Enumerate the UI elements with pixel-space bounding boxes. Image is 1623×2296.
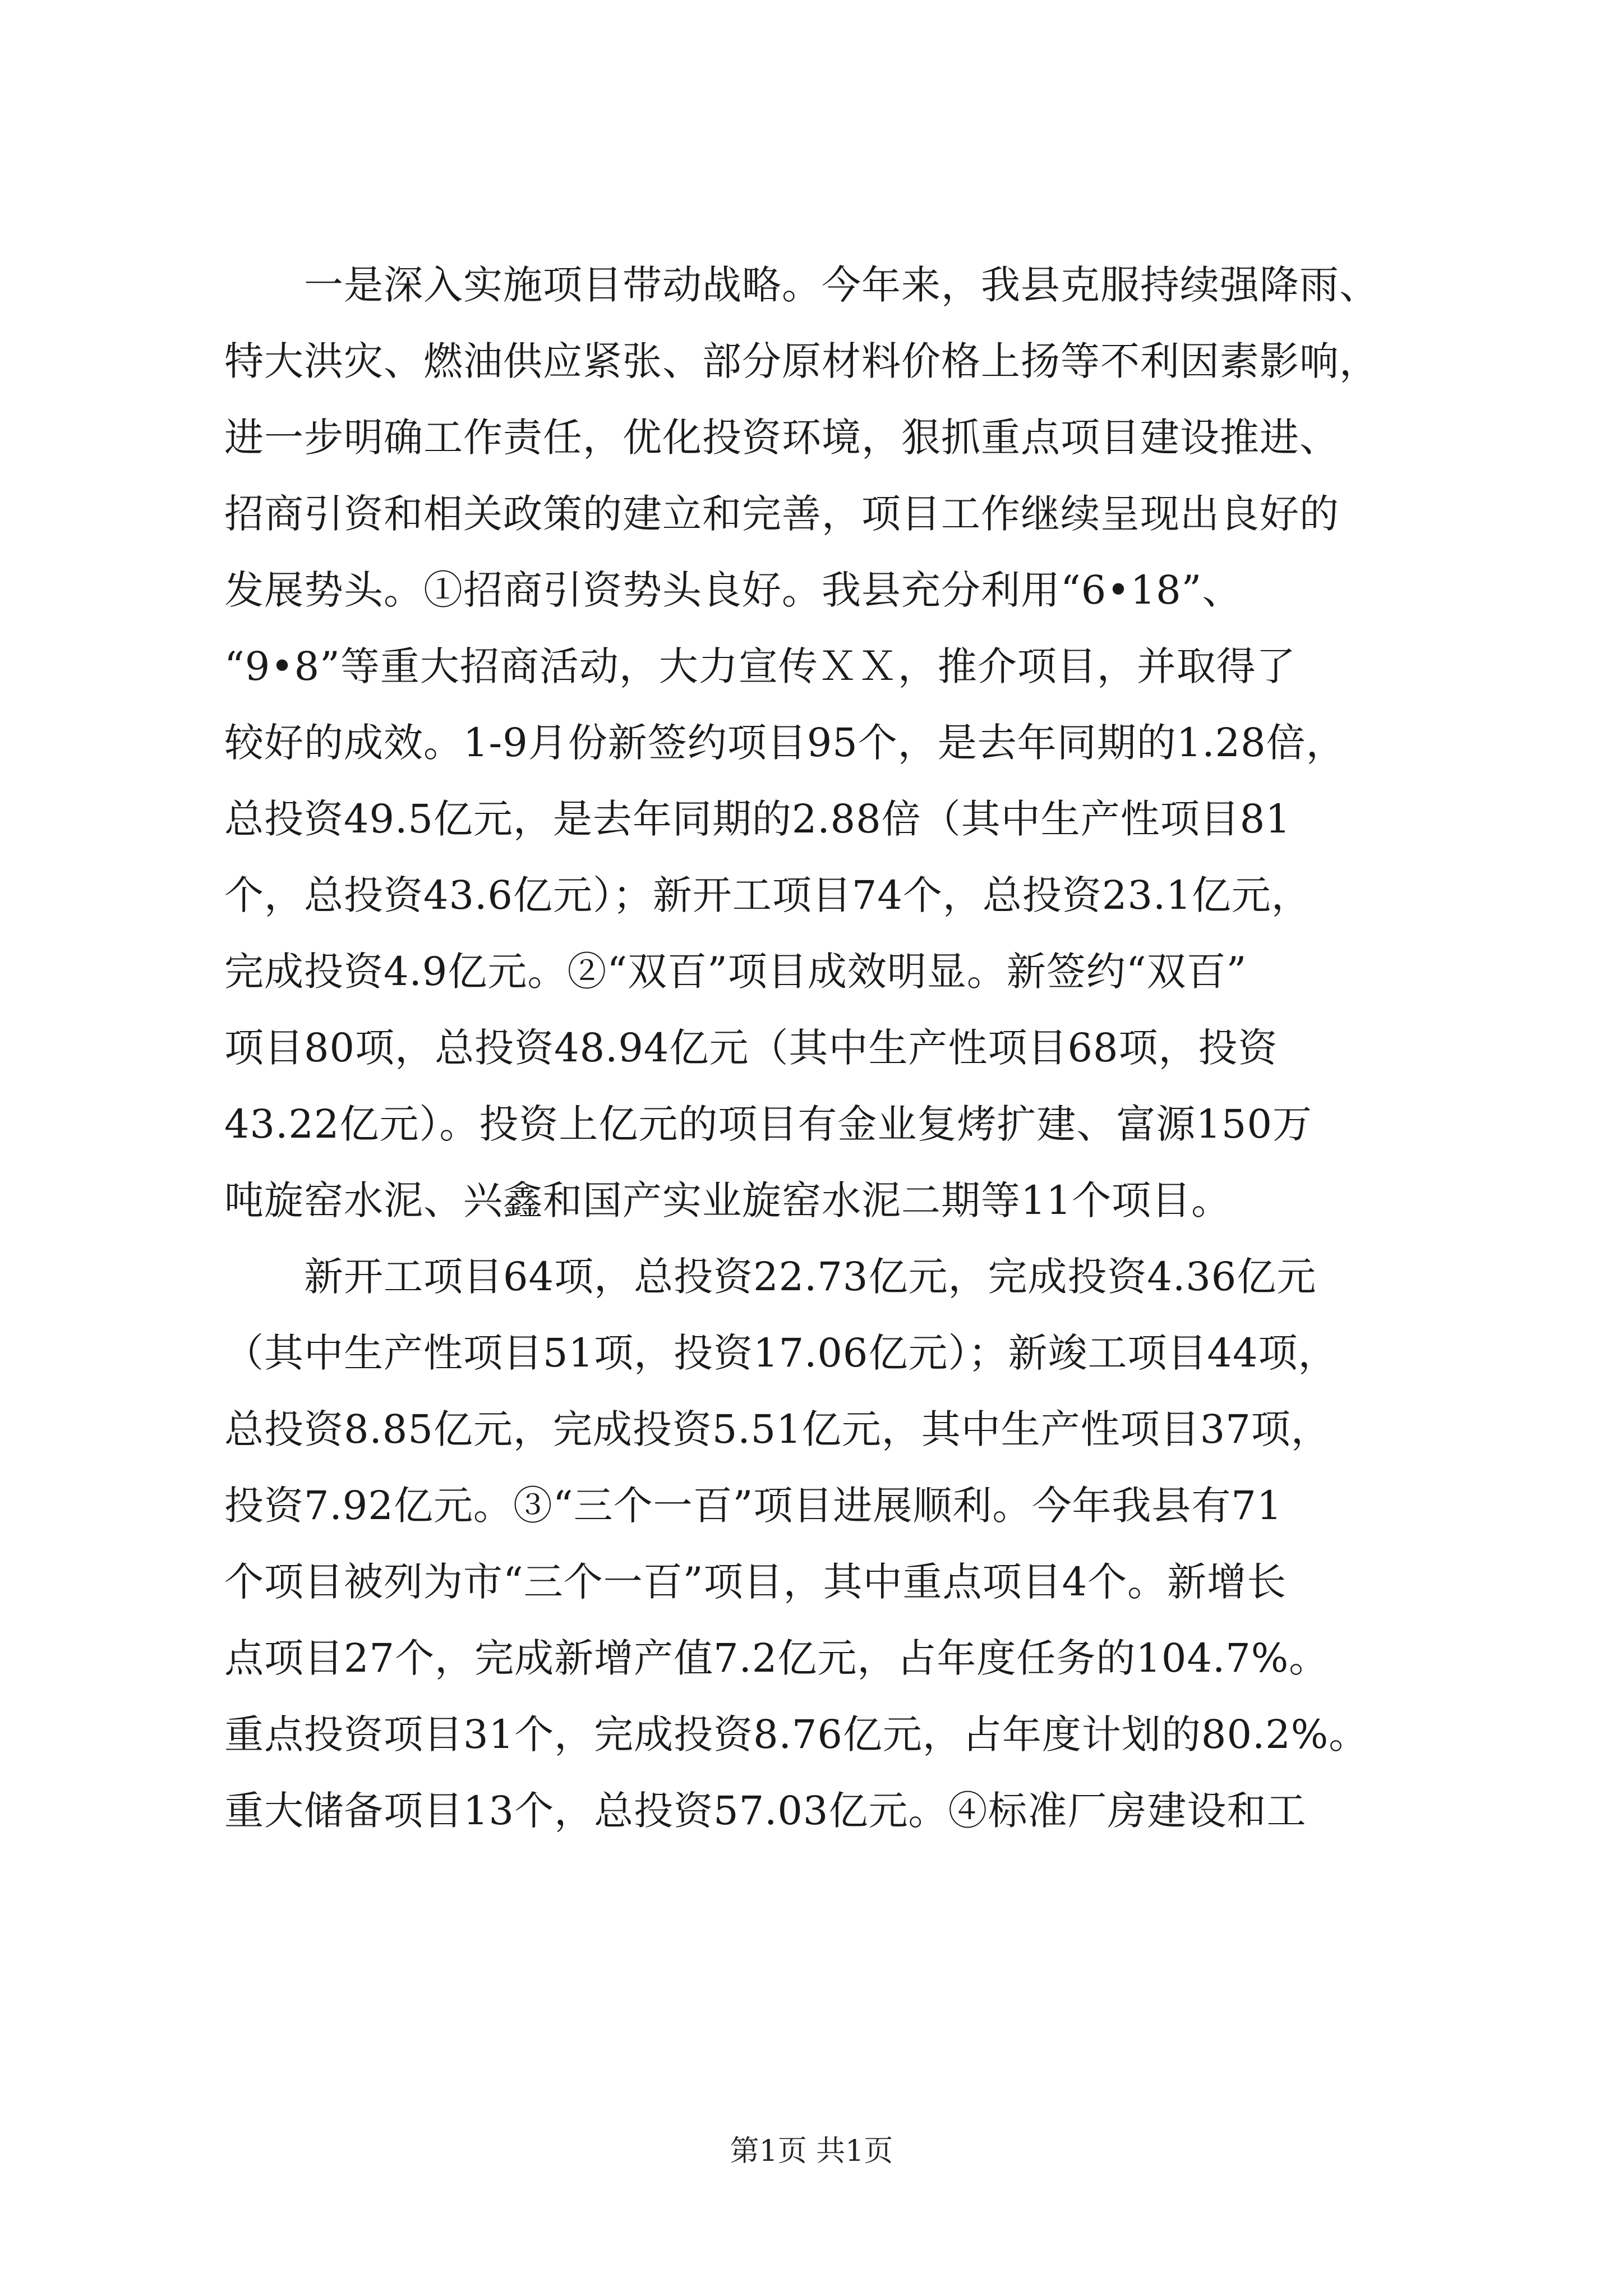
text-line: 较好的成效。1-9月份新签约项目95个，是去年同期的1.28倍， [224, 720, 1346, 766]
text-line: 进一步明确工作责任，优化投资环境，狠抓重点项目建设推进、 [224, 415, 1339, 461]
text-line: 重点投资项目31个，完成投资8.76亿元，占年度计划的80.2%。 [224, 1711, 1369, 1757]
text-line: 43.22亿元）。投资上亿元的项目有金业复烤扩建、富源150万 [224, 1101, 1313, 1147]
body-text [224, 247, 1475, 1849]
text-line: 完成投资4.9亿元。②“双百”项目成效明显。新签约“双百” [224, 949, 1247, 995]
text-line: 总投资8.85亿元，完成投资5.51亿元，其中生产性项目37项， [224, 1406, 1331, 1452]
text-line: 一是深入实施项目带动战略。今年来，我县克服持续强降雨、 [224, 262, 1379, 308]
text-line: 吨旋窑水泥、兴鑫和国产实业旋窑水泥二期等11个项目。 [224, 1177, 1232, 1223]
page-footer: 第1页 共1页 [730, 2134, 893, 2168]
text-line: 总投资49.5亿元，是去年同期的2.88倍（其中生产性项目81 [224, 796, 1291, 842]
text-line: 新开工项目64项，总投资22.73亿元，完成投资4.36亿元 [224, 1254, 1317, 1300]
text-line: 个项目被列为市“三个一百”项目，其中重点项目4个。新增长 [224, 1559, 1287, 1605]
text-line: 重大储备项目13个，总投资57.03亿元。④标准厂房建设和工 [224, 1788, 1307, 1834]
text-line: 发展势头。①招商引资势头良好。我县充分利用“6•18”、 [224, 567, 1242, 613]
text-line: 个，总投资43.6亿元）；新开工项目74个，总投资23.1亿元， [224, 872, 1311, 918]
text-line: 项目80项，总投资48.94亿元（其中生产性项目68项，投资 [224, 1025, 1278, 1071]
text-line: 投资7.92亿元。③“三个一百”项目进展顺利。今年我县有71 [224, 1483, 1283, 1529]
text-line: 点项目27个，完成新增产值7.2亿元，占年度任务的104.7%。 [224, 1635, 1329, 1681]
text-line: 招商引资和相关政策的建立和完善，项目工作继续呈现出良好的 [224, 491, 1339, 537]
text-line: （其中生产性项目51项，投资17.06亿元）；新竣工项目44项， [224, 1330, 1338, 1376]
text-line: “9•8”等重大招商活动，大力宣传ＸＸ，推介项目，并取得了 [224, 643, 1296, 689]
text-line: 特大洪灾、燃油供应紧张、部分原材料价格上扬等不利因素影响， [224, 338, 1379, 384]
